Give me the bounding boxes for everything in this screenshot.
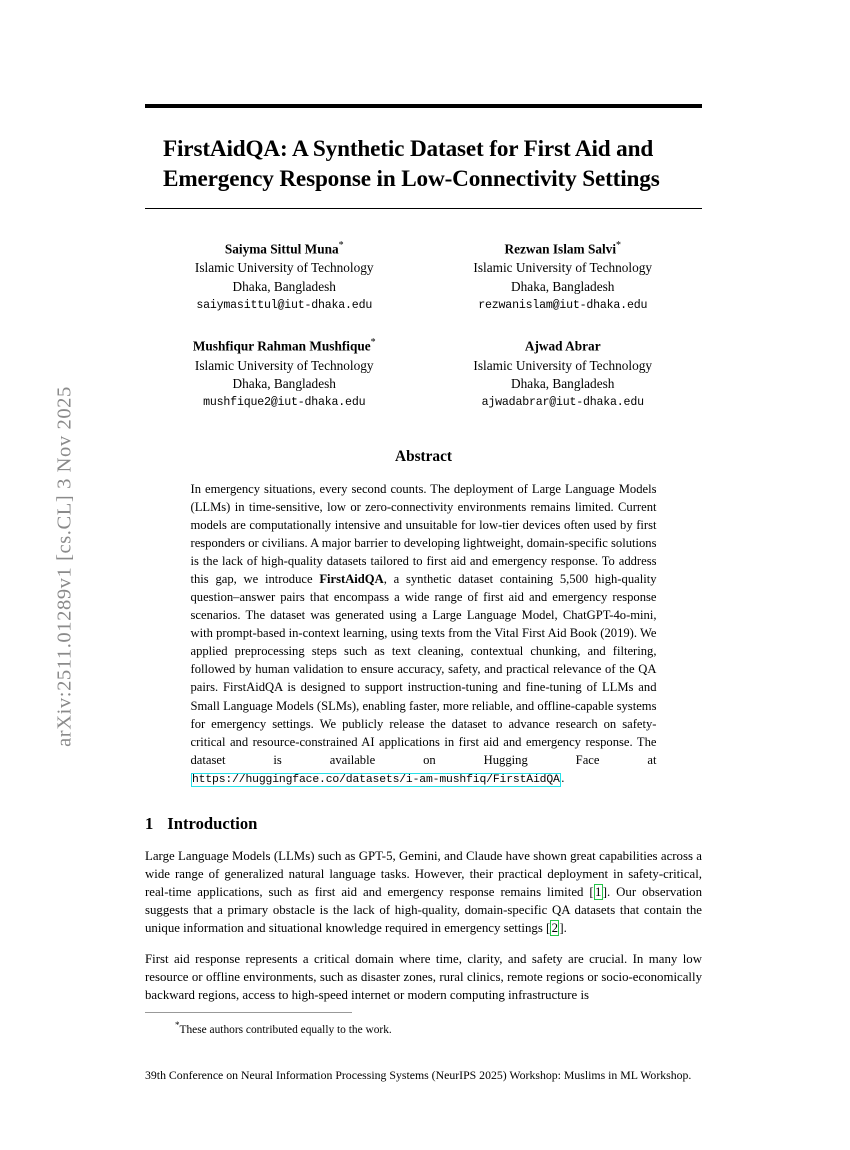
- author-name: [428, 239, 699, 259]
- footnote-separator-rule: [145, 1012, 352, 1013]
- intro-paragraph-2: First aid response represents a critical domain where time, clarity, and safety are crucial. In many low resource or offline environments, such as disaster zones, rural clinics, remote regions or socio-economically backward regions, access to high-speed internet or modern computing infrastructure is: [145, 952, 702, 1003]
- author-list: [145, 239, 702, 426]
- author-name-text: Rezwan Islam Salvi: [504, 241, 617, 257]
- author-email: saiymasittul@iut-dhaka.edu: [196, 298, 373, 312]
- section-heading-introduction: [145, 814, 702, 834]
- author-email: ajwadabrar@iut-dhaka.edu: [481, 396, 644, 410]
- author-email: mushfique2@iut-dhaka.edu: [203, 396, 366, 410]
- abstract-body: [191, 480, 657, 788]
- author-affiliation: Islamic University of Technology: [194, 260, 374, 276]
- equal-contribution-marker: *: [370, 337, 376, 349]
- author-name: [149, 336, 420, 356]
- author-name: [428, 336, 699, 356]
- footnote: [145, 1019, 702, 1039]
- citation-link-2[interactable]: 2: [551, 921, 559, 936]
- author-entry: [145, 239, 424, 314]
- footnote-marker: *: [175, 1020, 180, 1031]
- author-name-text: Mushfiqur Rahman Mushfique: [192, 338, 371, 354]
- venue-notice: 39th Conference on Neural Information Processing Systems (NeurIPS 2025) Workshop: Muslims in ML Workshop.: [145, 1068, 692, 1083]
- author-email: rezwanislam@iut-dhaka.edu: [478, 298, 648, 312]
- author-entry: [424, 239, 703, 314]
- intro-paragraph-1: [145, 847, 702, 937]
- author-location: Dhaka, Bangladesh: [232, 376, 336, 392]
- author-affiliation: Islamic University of Technology: [473, 357, 653, 373]
- abstract-text-part2: , a synthetic dataset containing 5,500 high-quality question–answer pairs that encompass a wide range of first aid and emergency response scenarios. The dataset was generated using a Large Language Model, ChatGPT-4o-mini, with prompt-based in-context learning, using texts from the Vital First Aid Book (2019). We applied preprocessing steps such as text cleaning, contextual chunking, and filtering, followed by human validation to ensure accuracy, safety, and practical relevance of the QA pairs. FirstAidQA is designed to support instruction-tuning and fine-tuning of LLMs and Small Language Models (SLMs), enabling faster, more reliable, and offline-capable systems for emergency settings. We publicly release the dataset to advance research on safety-critical and resource-constrained AI applications in first aid and emergency response. The dataset is available on Hugging Face at: [190, 572, 657, 767]
- abstract-heading: Abstract: [395, 447, 452, 465]
- dataset-url-link[interactable]: https://huggingface.co/datasets/i-am-mushfiq/FirstAidQA: [192, 773, 560, 786]
- author-name: [149, 239, 420, 259]
- arxiv-identifier-stamp: arXiv:2511.01289v1 [cs.CL] 3 Nov 2025: [53, 386, 76, 747]
- abstract-bold-term: FirstAidQA: [319, 572, 384, 587]
- section-number: 1: [145, 814, 154, 834]
- title-bottom-rule: [145, 208, 702, 209]
- author-location: Dhaka, Bangladesh: [511, 376, 615, 392]
- page-title: FirstAidQA: A Synthetic Dataset for First Aid and Emergency Response in Low-Connectivity Settings: [163, 136, 660, 193]
- footnote-text: These authors contributed equally to the work.: [179, 1024, 392, 1037]
- section-title: Introduction: [167, 814, 258, 834]
- author-entry: [145, 336, 424, 411]
- equal-contribution-marker: *: [616, 239, 622, 251]
- citation-link-1[interactable]: 1: [594, 885, 602, 900]
- equal-contribution-marker: *: [338, 239, 344, 251]
- abstract-text-part3: .: [561, 770, 565, 785]
- author-location: Dhaka, Bangladesh: [511, 279, 615, 295]
- intro-p1-text-b: ]. Our observation suggests that a primary obstacle is the lack of high-quality, domain-specific QA datasets that contain the unique information and situational knowledge required in emergency settings [: [145, 885, 703, 936]
- paper-page: [145, 0, 702, 1150]
- author-affiliation: Islamic University of Technology: [194, 357, 374, 373]
- author-location: Dhaka, Bangladesh: [232, 279, 336, 295]
- intro-p1-text-c: ].: [559, 921, 567, 936]
- author-name-text: Saiyma Sittul Muna: [224, 241, 339, 257]
- author-entry: [424, 336, 703, 411]
- author-name-text: Ajwad Abrar: [524, 338, 601, 354]
- abstract-text-part1: In emergency situations, every second counts. The deployment of Large Language Models (LLMs) in time-sensitive, low or zero-connectivity environments remains limited. Current models are computationally intensive and unsuitable for low-tier devices often used by first responders or civilians. A major barrier to developing lightweight, domain-specific solutions is the lack of high-quality datasets tailored to first aid and emergency response. To address this gap, we introduce: [190, 481, 657, 587]
- author-affiliation: Islamic University of Technology: [473, 260, 653, 276]
- intro-p1-text-a: Large Language Models (LLMs) such as GPT-5, Gemini, and Claude have shown great capabilities across a wide range of generalized natural language tasks. However, their practical deployment in safety-critical, real-time applications, such as first aid and emergency response remains limited [: [145, 849, 702, 900]
